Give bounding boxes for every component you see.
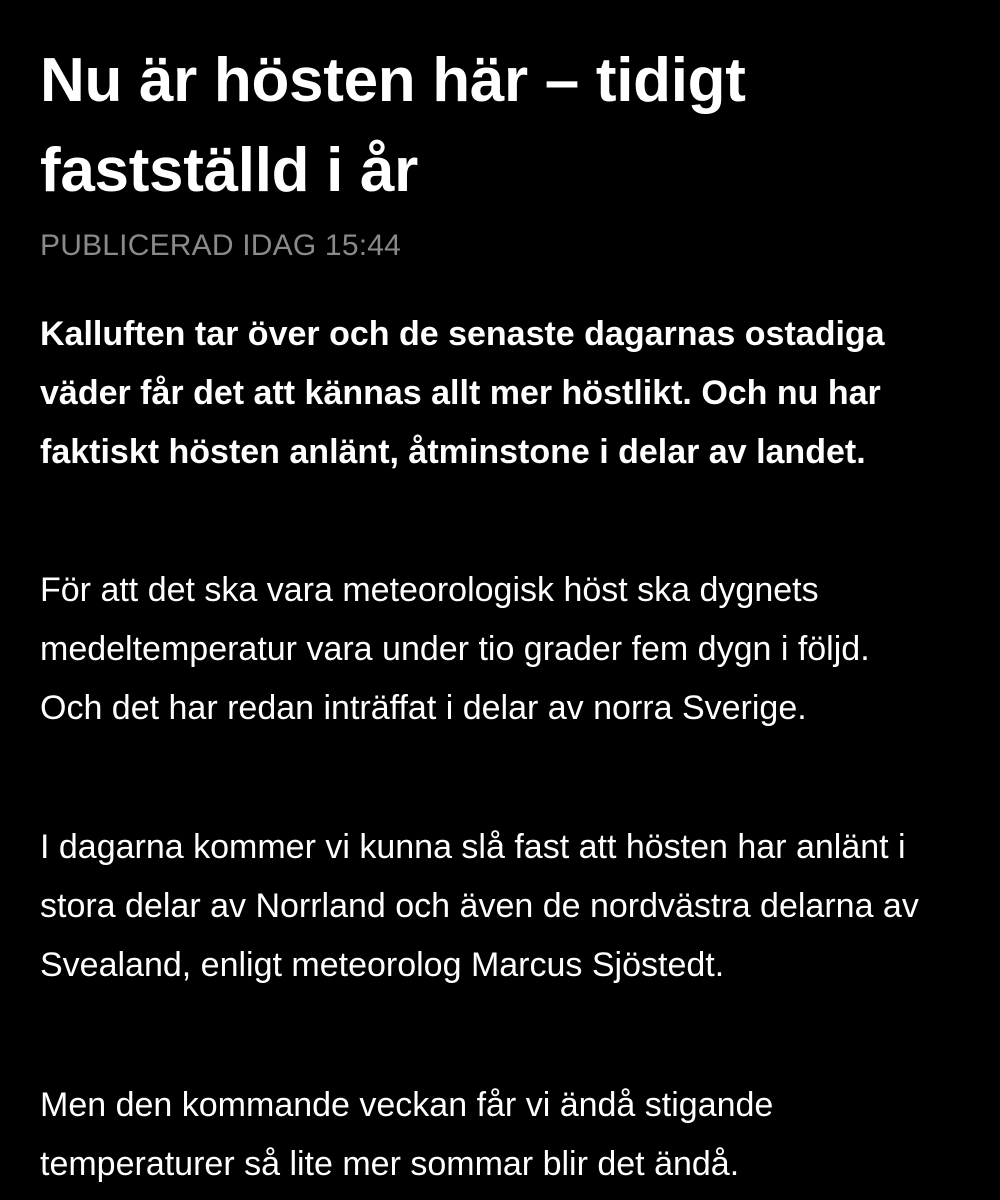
article-paragraph: För att det ska vara meteorologisk höst ska dygnets medeltemperatur vara under tio grader fem dygn i följd. Och det har redan inträffat i delar av norra Sverige. (40, 571, 870, 727)
publish-dateline: PUBLICERAD IDAG 15:44 (40, 229, 402, 262)
article-paragraph: I dagarna kommer vi kunna slå fast att hösten har anlänt i stora delar av Norrland och även de nordvästra delarna av Svealand, enligt meteorolog Marcus Sjöstedt. (40, 828, 919, 984)
article-paragraph: Men den kommande veckan får vi ändå stigande temperaturer så lite mer sommar blir det ändå. (40, 1086, 774, 1183)
article-headline: Nu är hösten här – tidigt fastställd i år (40, 46, 746, 205)
article-lead: Kalluften tar över och de senaste dagarnas ostadiga väder får det att kännas allt mer höstlikt. Och nu har faktiskt hösten anlänt, åtminstone i delar av landet. (40, 315, 885, 471)
